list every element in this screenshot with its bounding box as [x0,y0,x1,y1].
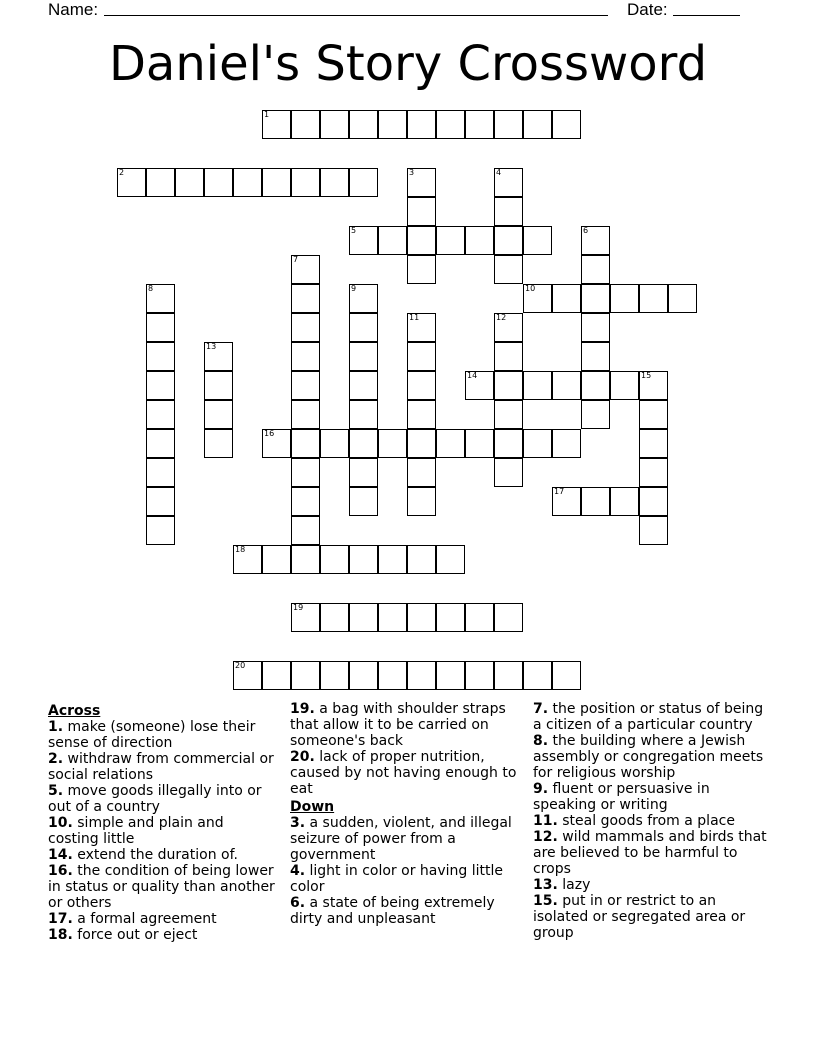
grid-cell[interactable] [494,226,523,255]
cell-number: 7 [293,255,299,264]
down-clue [533,701,769,733]
grid-cell[interactable] [349,168,378,197]
clue-number: 14. [48,847,73,863]
across-clue [48,751,278,783]
grid-cell[interactable] [291,429,320,458]
grid-cell[interactable] [349,429,378,458]
across-clue [48,927,278,943]
grid-cell[interactable] [349,487,378,516]
clue-number: 3. [290,815,306,831]
grid-cell[interactable] [610,284,639,313]
across-heading: Across [48,703,101,719]
clue-text: the building where a Jewish assembly or congregation meets for religious worship [533,733,764,781]
page-title: Daniel's Story Crossword [108,36,708,92]
grid-cell[interactable] [117,168,146,197]
clues-column-3 [533,701,769,941]
grid-cell[interactable] [291,516,320,545]
grid-cell[interactable] [407,603,436,632]
cell-number: 6 [583,226,589,235]
cell-number: 8 [148,284,154,293]
cell-number: 9 [351,284,357,293]
grid-cell[interactable] [146,168,175,197]
grid-cell[interactable] [204,342,233,371]
grid-cell[interactable] [349,226,378,255]
grid-cell[interactable] [204,400,233,429]
grid-cell[interactable] [291,284,320,313]
clue-number: 10. [48,815,73,831]
grid-cell[interactable] [407,110,436,139]
grid-cell[interactable] [494,603,523,632]
grid-cell[interactable] [233,545,262,574]
grid-cell[interactable] [262,429,291,458]
grid-cell[interactable] [320,168,349,197]
clue-number: 16. [48,863,73,879]
grid-cell[interactable] [262,545,291,574]
grid-cell[interactable] [639,429,668,458]
grid-cell[interactable] [320,661,349,690]
grid-cell[interactable] [146,487,175,516]
grid-cell[interactable] [494,371,523,400]
clue-text: simple and plain and costing little [48,815,224,847]
grid-cell[interactable] [581,400,610,429]
clue-text: move goods illegally into or out of a country [48,783,262,815]
grid-cell[interactable] [320,603,349,632]
clue-text: wild mammals and birds that are believed to be harmful to crops [533,829,767,877]
cell-number: 17 [554,487,565,496]
grid-cell[interactable] [146,458,175,487]
grid-cell[interactable] [204,371,233,400]
grid-cell[interactable] [494,110,523,139]
grid-cell[interactable] [291,168,320,197]
clue-text: fluent or persuasive in speaking or writing [533,781,710,813]
grid-cell[interactable] [175,168,204,197]
grid-cell[interactable] [146,429,175,458]
clue-text: the condition of being lower in status or quality than another or others [48,863,275,911]
clue-number: 8. [533,733,549,749]
across-clue [48,911,278,927]
grid-cell[interactable] [436,429,465,458]
grid-cell[interactable] [465,603,494,632]
clue-text: the position or status of being a citizen of a particular country [533,701,764,733]
grid-cell[interactable] [146,371,175,400]
grid-cell[interactable] [378,603,407,632]
cell-number: 1 [264,110,270,119]
grid-cell[interactable] [291,458,320,487]
clue-text: extend the duration of. [72,847,238,863]
clue-number: 9. [533,781,549,797]
cell-number: 18 [235,545,246,554]
grid-cell[interactable] [291,371,320,400]
name-label: Name: [48,0,99,19]
grid-cell[interactable] [436,226,465,255]
grid-cell[interactable] [581,342,610,371]
across-clue [290,701,522,749]
down-clue [290,815,522,863]
grid-cell[interactable] [465,371,494,400]
grid-cell[interactable] [407,197,436,226]
grid-cell[interactable] [552,487,581,516]
clue-number: 11. [533,813,558,829]
clue-number: 1. [48,719,64,735]
clue-text: steal goods from a place [557,813,735,829]
clue-text: withdraw from commercial or social relations [48,751,274,783]
across-clue [48,863,278,911]
grid-cell[interactable] [407,429,436,458]
grid-cell[interactable] [349,110,378,139]
grid-cell[interactable] [262,168,291,197]
grid-cell[interactable] [291,661,320,690]
grid-cell[interactable] [465,110,494,139]
cell-number: 20 [235,661,246,670]
grid-cell[interactable] [639,400,668,429]
clue-number: 18. [48,927,73,943]
date-label: Date: [627,0,668,19]
grid-cell[interactable] [523,661,552,690]
clue-text: force out or eject [72,927,198,943]
clue-number: 12. [533,829,558,845]
grid-cell[interactable] [349,400,378,429]
cell-number: 13 [206,342,217,351]
grid-cell[interactable] [494,661,523,690]
grid-cell[interactable] [581,255,610,284]
grid-cell[interactable] [552,110,581,139]
grid-cell[interactable] [523,429,552,458]
grid-cell[interactable] [291,255,320,284]
down-clue [533,893,769,941]
clue-number: 5. [48,783,64,799]
clue-text: lack of proper nutrition, caused by not having enough to eat [290,749,517,797]
across-clue [48,847,278,863]
grid-cell[interactable] [291,313,320,342]
clue-number: 7. [533,701,549,717]
clue-number: 2. [48,751,64,767]
clue-number: 20. [290,749,315,765]
grid-cell[interactable] [378,226,407,255]
grid-cell[interactable] [552,429,581,458]
grid-cell[interactable] [320,545,349,574]
grid-cell[interactable] [407,487,436,516]
grid-cell[interactable] [552,661,581,690]
grid-cell[interactable] [581,284,610,313]
grid-cell[interactable] [320,110,349,139]
grid-cell[interactable] [146,342,175,371]
grid-cell[interactable] [407,226,436,255]
grid-cell[interactable] [407,371,436,400]
grid-cell[interactable] [581,226,610,255]
grid-cell[interactable] [494,342,523,371]
grid-cell[interactable] [639,516,668,545]
cell-number: 12 [496,313,507,322]
grid-cell[interactable] [494,429,523,458]
grid-cell[interactable] [494,313,523,342]
grid-cell[interactable] [639,458,668,487]
grid-cell[interactable] [349,284,378,313]
clue-number: 13. [533,877,558,893]
down-heading: Down [290,799,335,815]
grid-cell[interactable] [146,516,175,545]
across-clue [48,719,278,751]
grid-cell[interactable] [639,371,668,400]
grid-cell[interactable] [262,661,291,690]
cell-number: 5 [351,226,357,235]
grid-cell[interactable] [349,342,378,371]
grid-cell[interactable] [407,458,436,487]
grid-cell[interactable] [407,255,436,284]
grid-cell[interactable] [291,342,320,371]
grid-cell[interactable] [262,110,291,139]
grid-cell[interactable] [407,661,436,690]
grid-cell[interactable] [378,429,407,458]
grid-cell[interactable] [494,255,523,284]
cell-number: 14 [467,371,478,380]
down-clue [533,877,769,893]
grid-cell[interactable] [407,400,436,429]
grid-cell[interactable] [291,400,320,429]
grid-cell[interactable] [407,168,436,197]
grid-cell[interactable] [610,487,639,516]
grid-cell[interactable] [233,661,262,690]
grid-cell[interactable] [291,487,320,516]
grid-cell[interactable] [639,487,668,516]
clue-text: a sudden, violent, and illegal seizure of power from a government [290,815,512,863]
grid-cell[interactable] [146,400,175,429]
grid-cell[interactable] [581,487,610,516]
clue-text: light in color or having little color [290,863,503,895]
clue-number: 15. [533,893,558,909]
grid-cell[interactable] [378,661,407,690]
clue-text: make (someone) lose their sense of direction [48,719,256,751]
grid-cell[interactable] [320,429,349,458]
grid-cell[interactable] [581,371,610,400]
down-clue [533,813,769,829]
clue-number: 19. [290,701,315,717]
grid-cell[interactable] [581,313,610,342]
clue-text: a formal agreement [72,911,217,927]
grid-cell[interactable] [349,661,378,690]
across-clue [48,783,278,815]
cell-number: 3 [409,168,415,177]
clues-column-2 [290,701,522,927]
grid-cell[interactable] [291,545,320,574]
grid-cell[interactable] [610,371,639,400]
clue-number: 17. [48,911,73,927]
cell-number: 19 [293,603,304,612]
down-clue [533,781,769,813]
down-clue [290,895,522,927]
grid-cell[interactable] [233,168,262,197]
grid-cell[interactable] [465,661,494,690]
clue-number: 4. [290,863,306,879]
cell-number: 4 [496,168,502,177]
grid-cell[interactable] [378,110,407,139]
grid-cell[interactable] [639,284,668,313]
down-clue [533,733,769,781]
down-clue [533,829,769,877]
grid-cell[interactable] [349,545,378,574]
grid-cell[interactable] [291,110,320,139]
grid-cell[interactable] [523,371,552,400]
grid-cell[interactable] [494,197,523,226]
down-clue [290,863,522,895]
grid-cell[interactable] [465,429,494,458]
clues-column-1 [48,701,278,943]
grid-cell[interactable] [349,371,378,400]
grid-cell[interactable] [494,168,523,197]
grid-cell[interactable] [552,371,581,400]
grid-cell[interactable] [349,603,378,632]
grid-cell[interactable] [436,661,465,690]
grid-cell[interactable] [204,168,233,197]
cell-number: 15 [641,371,652,380]
across-clue [48,815,278,847]
grid-cell[interactable] [523,110,552,139]
cell-number: 16 [264,429,275,438]
grid-cell[interactable] [436,110,465,139]
grid-cell[interactable] [668,284,697,313]
grid-cell[interactable] [349,313,378,342]
cell-number: 10 [525,284,536,293]
grid-cell[interactable] [146,284,175,313]
clue-text: a state of being extremely dirty and unpleasant [290,895,495,927]
grid-cell[interactable] [407,342,436,371]
clue-text: a bag with shoulder straps that allow it to be carried on someone's back [290,701,506,749]
clue-number: 6. [290,895,306,911]
cell-number: 11 [409,313,420,322]
grid-cell[interactable] [465,226,494,255]
grid-cell[interactable] [523,284,552,313]
cell-number: 2 [119,168,125,177]
grid-cell[interactable] [407,313,436,342]
grid-cell[interactable] [436,545,465,574]
grid-cell[interactable] [552,284,581,313]
grid-cell[interactable] [378,545,407,574]
clue-text: lazy [557,877,591,893]
grid-cell[interactable] [146,313,175,342]
grid-cell[interactable] [204,429,233,458]
grid-cell[interactable] [436,603,465,632]
grid-cell[interactable] [291,603,320,632]
across-clue [290,749,522,797]
grid-cell[interactable] [494,400,523,429]
grid-cell[interactable] [494,458,523,487]
clue-text: put in or restrict to an isolated or segregated area or group [533,893,746,941]
grid-cell[interactable] [523,226,552,255]
grid-cell[interactable] [407,545,436,574]
grid-cell[interactable] [349,458,378,487]
